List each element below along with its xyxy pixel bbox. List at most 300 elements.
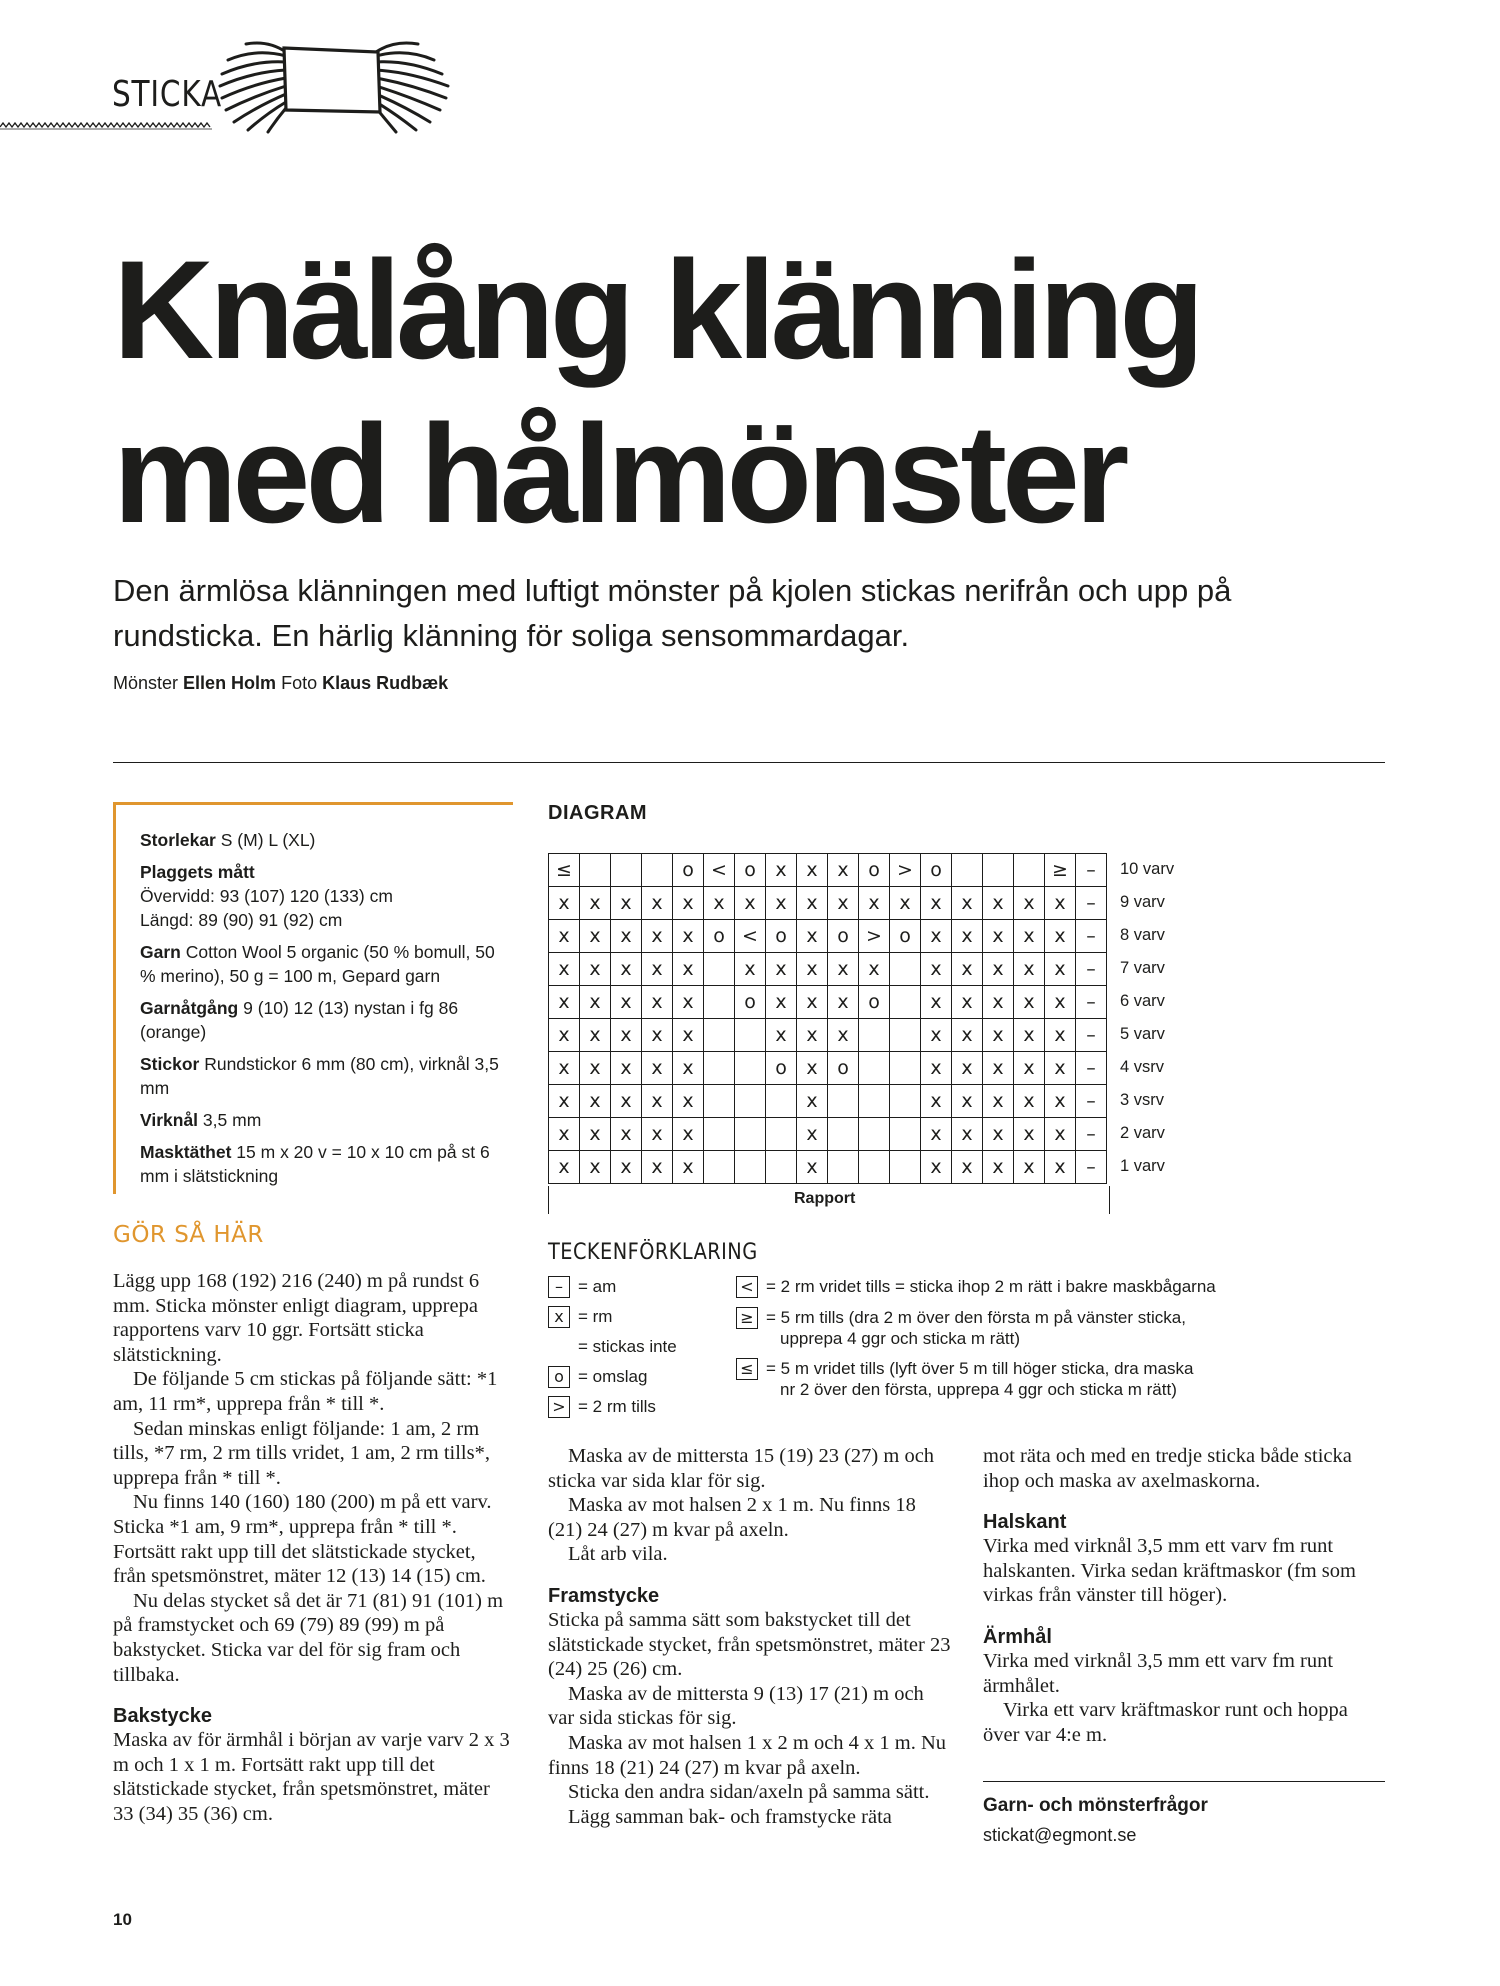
spec-label: Stickor [140, 1054, 200, 1074]
chart-cell: o [735, 986, 766, 1019]
chart-cell: x [766, 854, 797, 887]
contact-divider [983, 1781, 1385, 1782]
chart-cell: x [580, 953, 611, 986]
chart-cell: o [890, 920, 921, 953]
chart-cell: x [828, 1019, 859, 1052]
chart-cell: o [859, 854, 890, 887]
paragraph: Maska av mot halsen 1 x 2 m och 4 x 1 m. Nu finns 18 (21) 24 (27) m kvar på axeln. [548, 1731, 947, 1779]
legend-item [736, 1358, 1296, 1400]
chart-cell: x [673, 1052, 704, 1085]
chart-cell: x [797, 1052, 828, 1085]
chart-cell: x [611, 1151, 642, 1184]
legend-text-line: = 2 rm vridet tills = sticka ihop 2 m rätt i bakre maskbågarna [766, 1277, 1216, 1296]
spec-label: Garn [140, 942, 181, 962]
instructions-left-column [113, 1269, 513, 1826]
chart-cell [766, 1151, 797, 1184]
chart-cell: x [549, 1085, 580, 1118]
chart-cell [828, 1151, 859, 1184]
legend-symbol: ≤ [736, 1358, 758, 1380]
chart-cell: x [1045, 920, 1076, 953]
chart-cell: o [859, 986, 890, 1019]
spec-needles [140, 1052, 500, 1100]
chart-cell: x [735, 887, 766, 920]
armhal-heading: Ärmhål [983, 1625, 1052, 1648]
spec-value: 9 (10) 12 (13) nystan i fg 86 (orange) [140, 998, 459, 1042]
paragraph: Lägg upp 168 (192) 216 (240) m på rundst 6 mm. Sticka mönster enligt diagram, upprepa rapportens varv 10 ggr. Fortsätt sticka slätstickning. [113, 1270, 480, 1366]
legend-heading: TECKENFÖRKLARING [548, 1240, 758, 1265]
chart-cell: x [983, 1151, 1014, 1184]
chart-cell: x [580, 1019, 611, 1052]
yarn-skein-icon [216, 34, 456, 134]
chart-cell: x [580, 920, 611, 953]
chart-cell: x [921, 1085, 952, 1118]
chart-cell: x [1045, 1019, 1076, 1052]
chart-cell: x [673, 1085, 704, 1118]
chart-cell: x [611, 986, 642, 1019]
chart-cell: x [952, 1151, 983, 1184]
chart-cell: x [1014, 1085, 1045, 1118]
chart-cell [952, 854, 983, 887]
chart-cell: x [828, 953, 859, 986]
chart-cell [704, 986, 735, 1019]
framstycke-heading: Framstycke [548, 1584, 660, 1607]
chart-cell: x [611, 920, 642, 953]
chart-cell: x [952, 986, 983, 1019]
paragraph: Sedan minskas enligt följande: 1 am, 2 rm tills, *7 rm, 2 rm tills vridet, 1 am, 2 rm tills*, upprepa från * till *. [113, 1417, 490, 1489]
chart-cell: x [983, 887, 1014, 920]
section-label: STICKA [112, 74, 223, 115]
chart-cell: x [673, 953, 704, 986]
chart-cell: x [952, 887, 983, 920]
chart-cell: x [797, 1118, 828, 1151]
chart-cell [859, 1019, 890, 1052]
chart-cell: – [1076, 1019, 1107, 1052]
chart-cell: x [1045, 1118, 1076, 1151]
chart-cell: x [642, 1118, 673, 1151]
chart-cell: x [580, 887, 611, 920]
chart-cell: x [611, 887, 642, 920]
credits-photo-author: Klaus Rudbæk [322, 673, 449, 693]
chart-cell: x [1014, 920, 1045, 953]
chart-cell: x [642, 887, 673, 920]
spec-value: Cotton Wool 5 organic (50 % bomull, 50 % merino), 50 g = 100 m, Gepard garn [140, 942, 495, 986]
spec-value: Längd: 89 (90) 91 (92) cm [140, 910, 343, 930]
chart-cell: x [828, 986, 859, 1019]
legend-text: = stickas inte [578, 1337, 677, 1356]
chart-row [549, 854, 1107, 887]
chart-cell: x [1045, 1052, 1076, 1085]
legend-item [736, 1276, 1296, 1298]
chart-row-label: 6 varv [1120, 992, 1165, 1010]
chart-cell [890, 1151, 921, 1184]
spec-label: Plaggets mått [140, 862, 255, 882]
chart-row [549, 1118, 1107, 1151]
chart-cell: x [611, 1019, 642, 1052]
credits-pattern-label: Mönster [113, 673, 179, 693]
chart-cell: – [1076, 1085, 1107, 1118]
chart-cell [890, 1085, 921, 1118]
chart-cell: x [1045, 1085, 1076, 1118]
chart-cell: x [921, 1118, 952, 1151]
legend-text-line: = 5 m vridet tills (lyft över 5 m till höger sticka, dra maska [766, 1359, 1194, 1378]
legend-symbol: – [548, 1276, 570, 1298]
chart-cell: x [921, 986, 952, 1019]
chart-cell: x [580, 1052, 611, 1085]
chart-row-label: 8 varv [1120, 926, 1165, 944]
chart-cell [766, 1118, 797, 1151]
chart-cell: x [549, 887, 580, 920]
paragraph: mot räta och med en tredje sticka både sticka ihop och maska av axelmaskorna. [983, 1445, 1352, 1492]
chart-cell: x [549, 920, 580, 953]
legend-item [548, 1366, 677, 1388]
chart-cell: – [1076, 986, 1107, 1019]
spec-value: Övervidd: 93 (107) 120 (133) cm [140, 886, 393, 906]
chart-cell: x [673, 1118, 704, 1151]
legend-right-list [736, 1276, 1296, 1409]
chart-cell [735, 1151, 766, 1184]
chart-cell: x [797, 920, 828, 953]
chart-cell: x [549, 1019, 580, 1052]
chart-cell: x [1045, 887, 1076, 920]
legend-text [766, 1307, 1186, 1349]
instructions-right-column [983, 1444, 1385, 1848]
chart-cell: x [983, 920, 1014, 953]
chart-cell: ≤ [549, 854, 580, 887]
chart-cell: o [704, 920, 735, 953]
chart-cell [611, 854, 642, 887]
chart-cell: x [797, 887, 828, 920]
chart-row [549, 1151, 1107, 1184]
chart-cell: x [549, 1151, 580, 1184]
legend-symbol: ≥ [736, 1307, 758, 1329]
spec-label: Storlekar [140, 830, 216, 850]
bakstycke-heading: Bakstycke [113, 1705, 212, 1728]
page-number: 10 [113, 1910, 132, 1929]
chart-cell: x [704, 887, 735, 920]
chart-cell [735, 1118, 766, 1151]
chart-cell: x [983, 1019, 1014, 1052]
chart-cell: x [642, 1151, 673, 1184]
chart-cell: x [952, 1118, 983, 1151]
chart-cell: x [797, 1151, 828, 1184]
contact-email: stickat@egmont.se [983, 1824, 1137, 1845]
chart-cell: x [580, 1151, 611, 1184]
chart-cell: x [673, 1151, 704, 1184]
chart-cell: x [921, 1151, 952, 1184]
legend-item [548, 1396, 677, 1418]
chart-cell [704, 1151, 735, 1184]
chart-cell [642, 854, 673, 887]
chart-cell: o [828, 1052, 859, 1085]
chart-cell: x [1014, 1151, 1045, 1184]
chart-row-labels [1120, 853, 1174, 1183]
chart-row-label: 7 varv [1120, 959, 1165, 977]
chart-cell [735, 1052, 766, 1085]
contact-heading: Garn- och mönsterfrågor [983, 1795, 1208, 1817]
paragraph: Låt arb vila. [568, 1543, 668, 1566]
chart-cell: x [549, 1118, 580, 1151]
chart-cell: x [580, 1118, 611, 1151]
chart-cell: o [673, 854, 704, 887]
chart-cell: x [766, 953, 797, 986]
spec-label: Masktäthet [140, 1142, 232, 1162]
chart-cell: x [1014, 1019, 1045, 1052]
chart-cell: x [1045, 986, 1076, 1019]
legend-text: = 2 rm tills [578, 1397, 656, 1416]
chart-cell: o [921, 854, 952, 887]
chart-cell: – [1076, 953, 1107, 986]
paragraph: Virka med virknål 3,5 mm ett varv fm runt ärmhålet. [983, 1649, 1334, 1697]
chart-cell: x [611, 953, 642, 986]
chart-cell: x [859, 953, 890, 986]
chart-cell: x [797, 986, 828, 1019]
chart-cell: x [983, 986, 1014, 1019]
chart-cell: x [673, 887, 704, 920]
spec-yarn [140, 940, 500, 988]
chart-cell: x [1014, 953, 1045, 986]
chart-cell: – [1076, 1151, 1107, 1184]
zigzag-divider [0, 120, 212, 130]
legend-symbol: o [548, 1366, 570, 1388]
paragraph: Lägg samman bak- och framstycke räta [568, 1805, 892, 1828]
paragraph: Maska av de mittersta 9 (13) 17 (21) m och var sida stickas för sig. [548, 1682, 924, 1730]
rapport-label: Rapport [794, 1190, 856, 1207]
chart-cell: x [797, 1019, 828, 1052]
chart-cell: x [1014, 986, 1045, 1019]
chart-cell [983, 854, 1014, 887]
chart-cell [859, 1085, 890, 1118]
credits-pattern-author: Ellen Holm [183, 673, 277, 693]
chart-cell: o [735, 854, 766, 887]
chart-row-label: 5 varv [1120, 1025, 1165, 1043]
chart-cell: x [735, 953, 766, 986]
chart-cell [766, 1085, 797, 1118]
chart-cell: – [1076, 1118, 1107, 1151]
diagram-heading: DIAGRAM [548, 802, 648, 824]
chart-row-label: 4 vsrv [1120, 1058, 1165, 1076]
chart-cell [890, 1052, 921, 1085]
legend-text: = rm [578, 1307, 613, 1326]
spec-label: Garnåtgång [140, 998, 239, 1018]
legend-text [766, 1358, 1194, 1400]
chart-cell: x [549, 953, 580, 986]
paragraph: Maska av de mittersta 15 (19) 23 (27) m och sticka var sida klar för sig. [548, 1445, 935, 1492]
spec-gauge [140, 1140, 500, 1188]
paragraph: Virka med virknål 3,5 mm ett varv fm runt halskanten. Virka sedan kräftmaskor (fm som virkas från vänster till höger). [983, 1535, 1356, 1607]
paragraph: Nu delas stycket så det är 71 (81) 91 (101) m på framstycket och 69 (79) 89 (99) m på bakstycket. Sticka var del för sig fram och tillbaka. [113, 1589, 504, 1686]
chart-cell: < [704, 854, 735, 887]
chart-cell: x [766, 986, 797, 1019]
chart-cell: x [642, 920, 673, 953]
chart-cell [859, 1118, 890, 1151]
chart-cell [580, 854, 611, 887]
chart-row [549, 887, 1107, 920]
chart-cell: x [642, 1019, 673, 1052]
chart-cell: x [828, 854, 859, 887]
chart-cell: x [952, 1019, 983, 1052]
credits-photo-label: Foto [281, 673, 318, 693]
chart-cell: > [890, 854, 921, 887]
chart-cell: x [673, 986, 704, 1019]
chart-cell: x [921, 953, 952, 986]
chart-row [549, 986, 1107, 1019]
chart-cell: – [1076, 920, 1107, 953]
chart-row-label: 10 varv [1120, 860, 1175, 878]
chart-cell: x [642, 1052, 673, 1085]
chart-cell: x [673, 1019, 704, 1052]
chart-cell: x [952, 1085, 983, 1118]
chart-cell: x [797, 953, 828, 986]
instructions-middle-column [548, 1444, 953, 1829]
knitting-chart [548, 853, 1107, 1184]
chart-row-label: 1 varv [1120, 1157, 1165, 1175]
paragraph: Nu finns 140 (160) 180 (200) m på ett varv. Sticka *1 am, 9 rm*, upprepa från * till *. Fortsätt rakt upp till det slätstickade stycket, från spetsmönstret, mäter 12 (13) 14 (15) cm. [113, 1491, 492, 1588]
legend-item [548, 1306, 677, 1328]
spec-yarn-amount [140, 996, 500, 1044]
paragraph: Sticka den andra sidan/axeln på samma sätt. [568, 1781, 930, 1804]
chart-row-label: 2 varv [1120, 1124, 1165, 1142]
chart-cell: x [983, 1052, 1014, 1085]
chart-cell [890, 1019, 921, 1052]
legend-text: = am [578, 1277, 617, 1296]
chart-cell: ≥ [1045, 854, 1076, 887]
legend-text-line: = 5 rm tills (dra 2 m över den första m på vänster sticka, [766, 1308, 1186, 1327]
chart-row [549, 1052, 1107, 1085]
chart-cell: x [580, 986, 611, 1019]
chart-cell: x [1014, 1118, 1045, 1151]
chart-row-label: 9 varv [1120, 893, 1165, 911]
paragraph: De följande 5 cm stickas på följande sätt: *1 am, 11 rm*, upprepa från * till *. [113, 1368, 498, 1415]
chart-cell [828, 1118, 859, 1151]
chart-row [549, 920, 1107, 953]
chart-cell: x [1045, 1151, 1076, 1184]
chart-cell: x [890, 887, 921, 920]
chart-cell: x [983, 1118, 1014, 1151]
chart-cell: x [1014, 1052, 1045, 1085]
paragraph: Virka ett varv kräftmaskor runt och hoppa över var 4:e m. [983, 1699, 1348, 1746]
chart-cell [735, 1085, 766, 1118]
chart-cell: x [983, 1085, 1014, 1118]
chart-cell [890, 1118, 921, 1151]
chart-cell: o [766, 1052, 797, 1085]
chart-cell [704, 1052, 735, 1085]
legend-symbol: > [548, 1396, 570, 1418]
chart-cell: x [797, 1085, 828, 1118]
chart-cell [828, 1085, 859, 1118]
legend-symbol: x [548, 1306, 570, 1328]
instructions-heading: GÖR SÅ HÄR [113, 1222, 264, 1248]
chart-cell: x [983, 953, 1014, 986]
legend-symbol: < [736, 1276, 758, 1298]
chart-cell [704, 1085, 735, 1118]
chart-cell [859, 1151, 890, 1184]
chart-cell: x [952, 953, 983, 986]
chart-cell: x [766, 1019, 797, 1052]
chart-cell: x [673, 920, 704, 953]
chart-cell: x [921, 1019, 952, 1052]
chart-cell: x [921, 920, 952, 953]
page-title [113, 228, 1413, 556]
chart-cell [890, 953, 921, 986]
chart-cell: x [828, 887, 859, 920]
legend-text: = omslag [578, 1367, 648, 1386]
chart-cell: x [921, 887, 952, 920]
chart-cell: x [642, 986, 673, 1019]
paragraph: Maska av mot halsen 2 x 1 m. Nu finns 18 (21) 24 (27) m kvar på axeln. [548, 1494, 916, 1541]
legend-text-line: nr 2 över den första, upprepa 4 ggr och sticka m rätt) [780, 1380, 1177, 1399]
chart-row [549, 1019, 1107, 1052]
chart-cell: x [766, 887, 797, 920]
chart-cell [704, 1118, 735, 1151]
lead-paragraph: Den ärmlösa klänningen med luftigt mönster på kjolen stickas nerifrån och upp på rundsticka. En härlig klänning för soliga sensommardagar. [113, 573, 1232, 653]
chart-cell [704, 953, 735, 986]
chart-cell: x [611, 1118, 642, 1151]
paragraph: Sticka på samma sätt som bakstycket till det slätstickade stycket, från spetsmönstret, mäter 23 (24) 25 (26) cm. [548, 1608, 951, 1681]
legend-symbol [548, 1336, 570, 1358]
chart-cell: – [1076, 887, 1107, 920]
page-title-line-1: Knälång klänning [113, 231, 1200, 388]
credits [113, 673, 448, 694]
legend-item [548, 1276, 677, 1298]
chart-row [549, 1085, 1107, 1118]
chart-cell: o [828, 920, 859, 953]
chart-cell: x [921, 1052, 952, 1085]
legend-item [548, 1336, 677, 1358]
chart-cell: x [580, 1085, 611, 1118]
chart-row [549, 953, 1107, 986]
chart-cell: x [859, 887, 890, 920]
spec-sizes [140, 828, 500, 852]
legend-text [766, 1276, 1216, 1297]
chart-cell: x [642, 1085, 673, 1118]
chart-cell [704, 1019, 735, 1052]
chart-row-label: 3 vsrv [1120, 1091, 1165, 1109]
chart-cell: x [549, 986, 580, 1019]
chart-cell: x [952, 920, 983, 953]
chart-cell: – [1076, 854, 1107, 887]
chart-cell: x [952, 1052, 983, 1085]
chart-cell: > [859, 920, 890, 953]
chart-cell [859, 1052, 890, 1085]
chart-cell: x [611, 1085, 642, 1118]
spec-crochet-hook [140, 1108, 500, 1132]
spec-label: Virknål [140, 1110, 199, 1130]
legend-text-line: upprepa 4 ggr och sticka m rätt) [780, 1329, 1021, 1348]
spec-value: Rundstickor 6 mm (80 cm), virknål 3,5 mm [140, 1054, 499, 1098]
spec-measurements [140, 860, 500, 932]
chart-cell [1014, 854, 1045, 887]
chart-cell: x [1014, 887, 1045, 920]
spec-value: 15 m x 20 v = 10 x 10 cm på st 6 mm i slätstickning [140, 1142, 490, 1186]
page-title-line-2: med hålmönster [113, 395, 1125, 552]
chart-cell [735, 1019, 766, 1052]
chart-cell: x [549, 1052, 580, 1085]
legend-left-list [548, 1276, 677, 1426]
paragraph: Maska av för ärmhål i början av varje varv 2 x 3 m och 1 x 1 m. Fortsätt rakt upp till det slätstickade stycket, från spetsmönstret, mäter 33 (34) 35 (36) cm. [113, 1729, 510, 1825]
spec-list [140, 828, 500, 1196]
chart-cell: x [1045, 953, 1076, 986]
chart-cell: – [1076, 1052, 1107, 1085]
legend-item [736, 1307, 1296, 1349]
chart-cell: x [642, 953, 673, 986]
chart-cell: x [797, 854, 828, 887]
chart-cell: < [735, 920, 766, 953]
spec-value: 3,5 mm [202, 1110, 262, 1130]
section-divider [113, 762, 1385, 763]
spec-value: S (M) L (XL) [220, 830, 316, 850]
halskant-heading: Halskant [983, 1511, 1067, 1534]
chart-cell: x [611, 1052, 642, 1085]
